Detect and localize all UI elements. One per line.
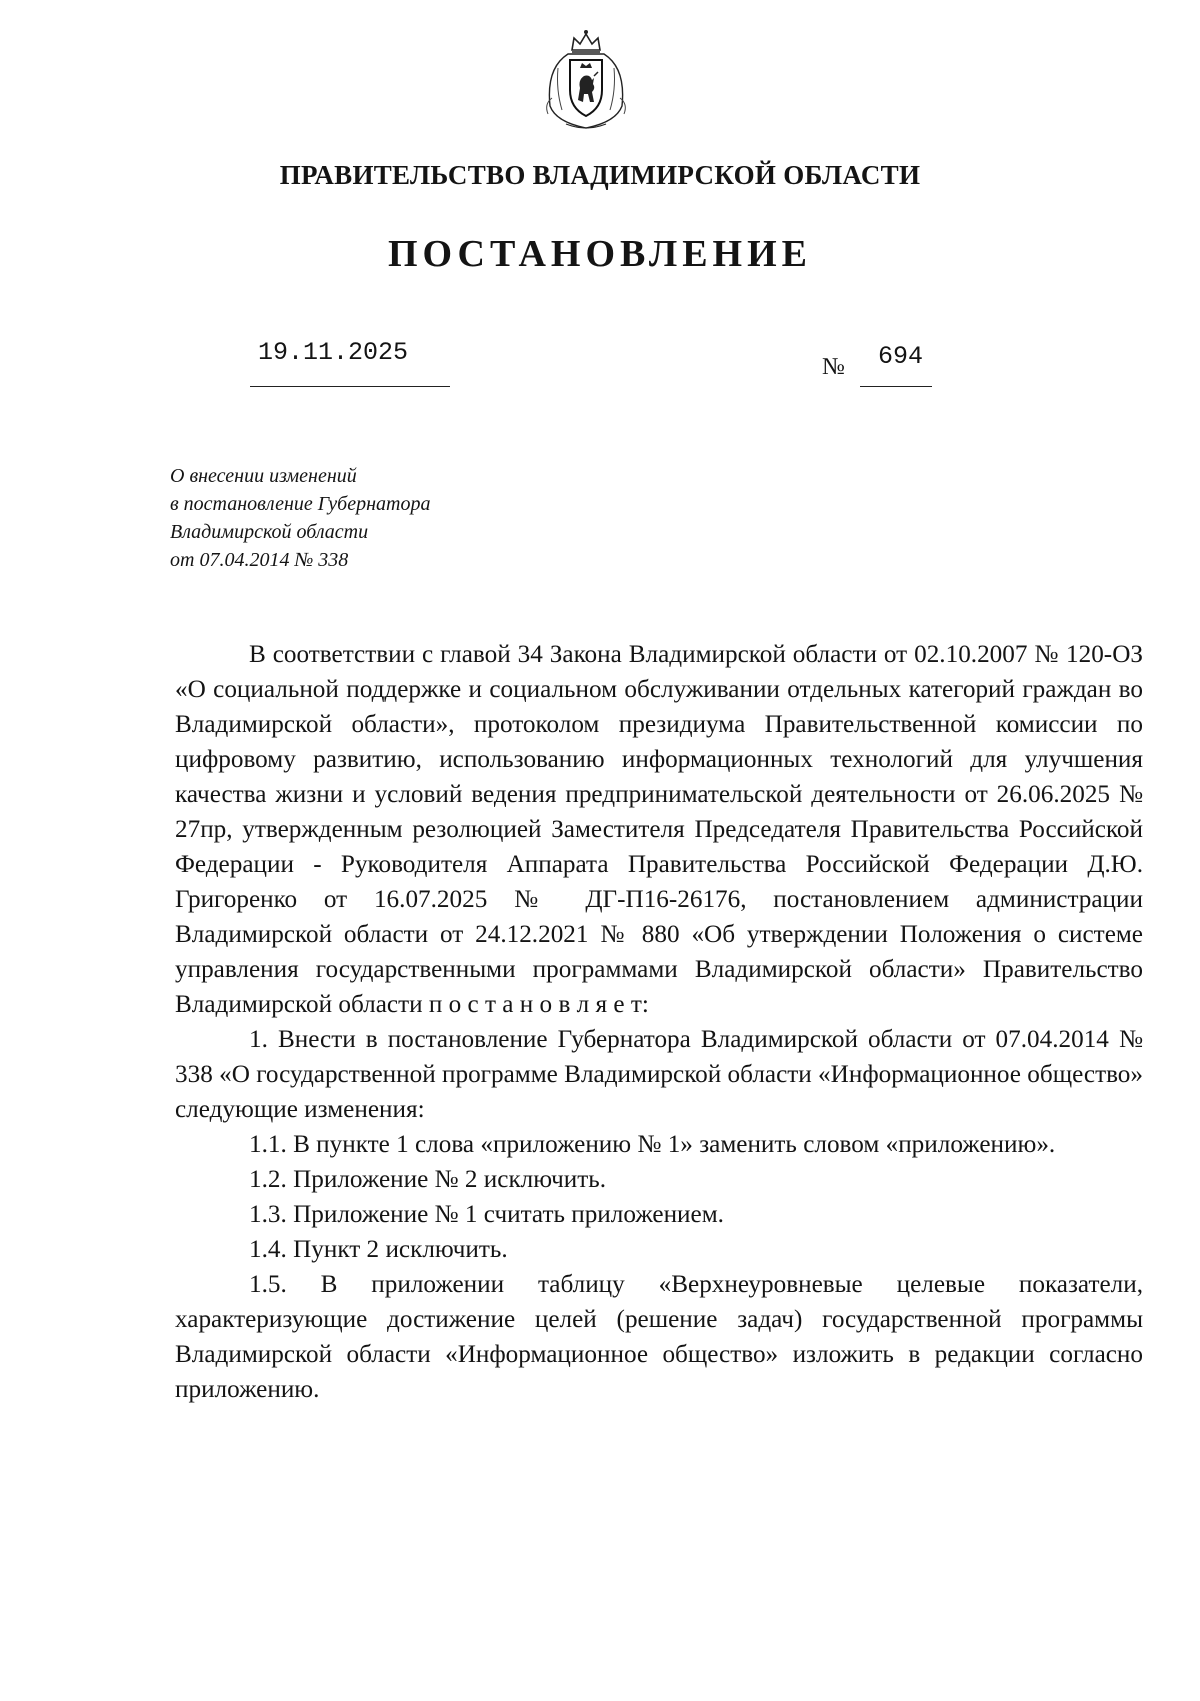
preamble-paragraph: В соответствии с главой 34 Закона Владимирской области от 02.10.2007 № 120-ОЗ «О социальной поддержке и социальном обслуживании отдельных категорий граждан во Владимирской области», протоколом президиума Правительственной комиссии по цифровому развитию, использованию информационных технологий для улучшения качества жизни и условий ведения предпринимательской деятельности от 26.06.2025 № 27пр, утвержденным резолюцией Заместителя Председателя Правительства Российской Федерации - Руководителя Аппарата Правительства Российской Федерации Д.Ю. Григоренко от 16.07.2025 № ДГ-П16-26176, постановлением администрации Владимирской области от 24.12.2021 № 880 «Об утверждении Положения о системе управления государственными программами Владимирской области» Правительство Владимирской области п о с т а н о в л я е т: — [175, 641, 1143, 1018]
date-underline — [250, 386, 450, 387]
item-paragraph: 1.2. Приложение № 2 исключить. — [249, 1166, 607, 1193]
item-paragraph: 1.3. Приложение № 1 считать приложением. — [249, 1201, 724, 1228]
subject-line: от 07.04.2014 № 338 — [170, 549, 349, 571]
number-underline — [860, 386, 932, 387]
item-paragraph: 1. Внести в постановление Губернатора Владимирской области от 07.04.2014 № 338 «О государственной программе Владимирской области «Информационное общество» следующие изменения: — [175, 1026, 1143, 1123]
document-number: 694 — [878, 342, 924, 371]
coat-of-arms-icon — [538, 28, 634, 136]
document-date: 19.11.2025 — [258, 338, 409, 367]
item-paragraph: 1.5. В приложении таблицу «Верхнеуровневые целевые показатели, характеризующие достижение целей (решение задач) государственной программы Владимирской области «Информационное общество» изложить в редакции согласно приложению. — [175, 1271, 1143, 1403]
subject-line: Владимирской области — [170, 521, 369, 543]
authority-name: ПРАВИТЕЛЬСТВО ВЛАДИМИРСКОЙ ОБЛАСТИ — [279, 160, 921, 190]
item-paragraph: 1.4. Пункт 2 исключить. — [249, 1236, 508, 1263]
number-field — [822, 342, 932, 394]
date-field — [250, 338, 450, 390]
subject-line: О внесении изменений — [170, 465, 357, 487]
item-paragraph: 1.1. В пункте 1 слова «приложению № 1» заменить словом «приложению». — [249, 1131, 1056, 1158]
document-type: ПОСТАНОВЛЕНИЕ — [387, 233, 813, 275]
document-subject — [170, 462, 430, 574]
document-body — [175, 637, 1143, 1407]
subject-line: в постановление Губернатора — [170, 493, 431, 515]
number-sign: № — [822, 354, 845, 380]
